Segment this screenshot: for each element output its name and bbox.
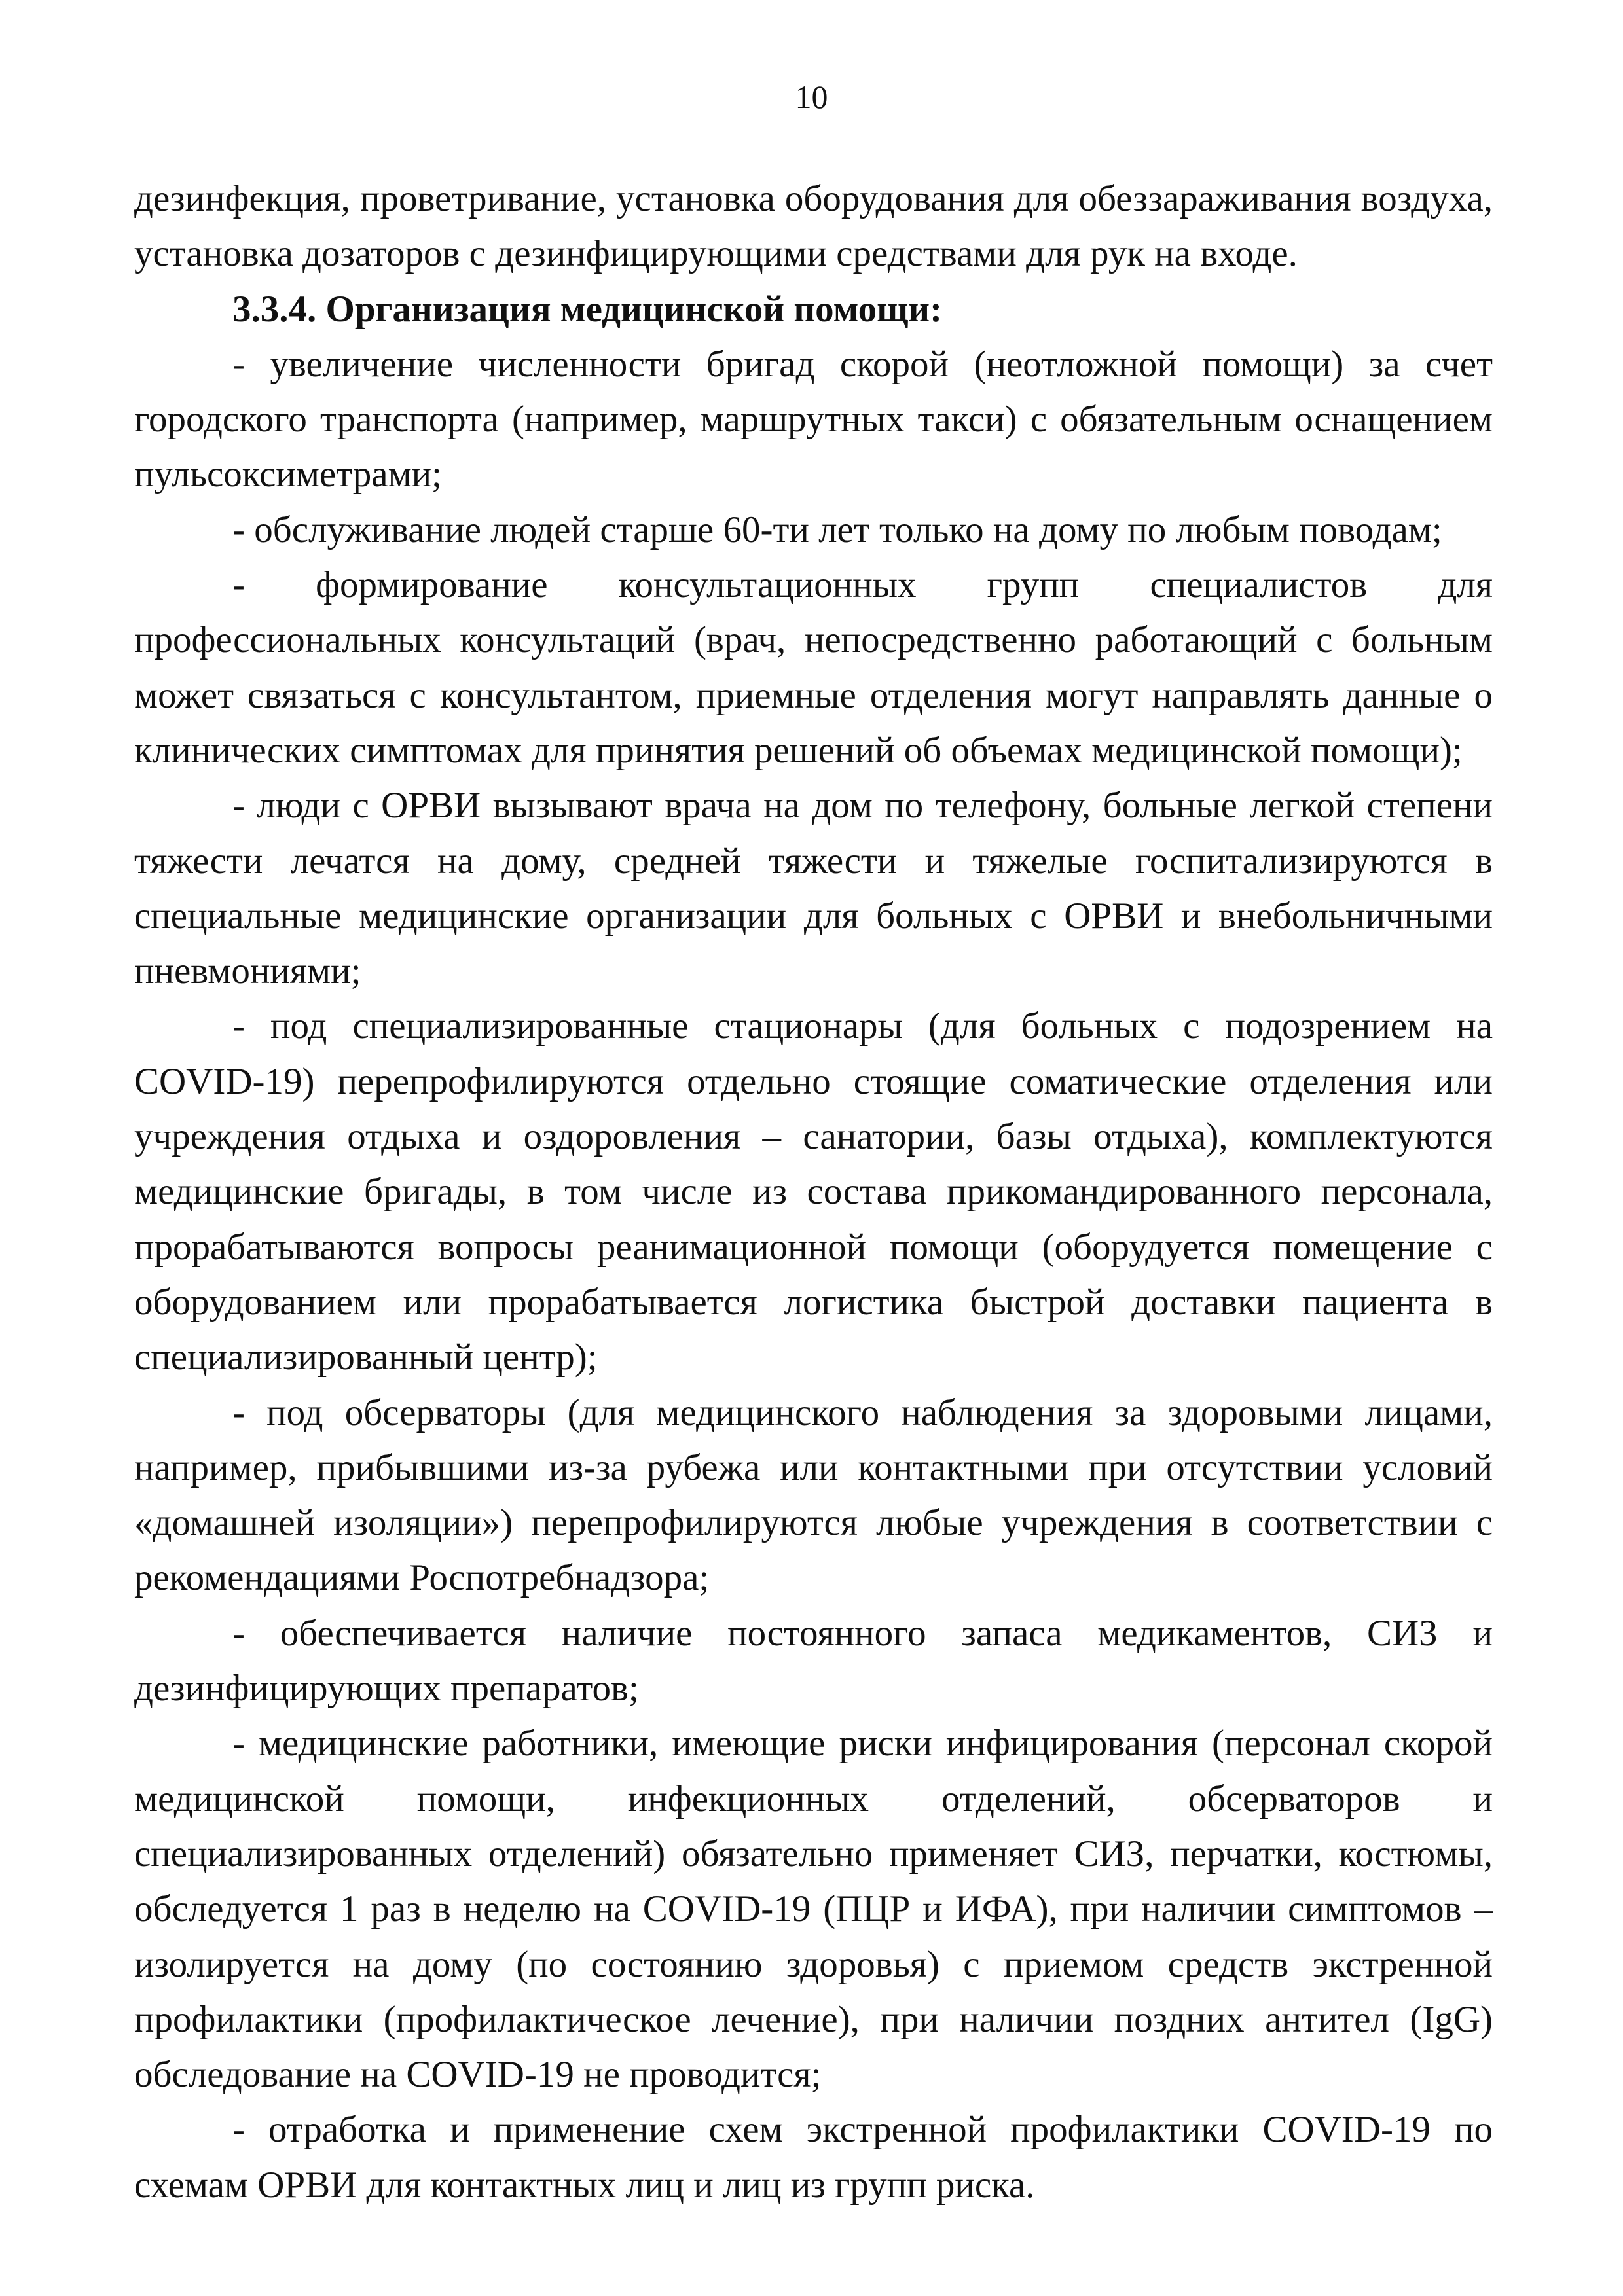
section-heading: 3.3.4. Организация медицинской помощи: <box>232 288 943 330</box>
page-number: 10 <box>795 79 828 115</box>
list-item: - медицинские работники, имеющие риски инфицирования (персонал скорой медицинской помощи, инфекционных отделений, обсерваторов и специализированных отделений) обязательно применяет СИЗ, перчатки, костюмы, обследуется 1 раз в неделю на COVID-19 (ПЦР и ИФА), при наличии симптомов – изолируется на дому (по состоянию здоровья) с приемом средств экстренной профилактики (профилактическое лечение), при наличии поздних антител (IgG) обследование на COVID-19 не проводится; <box>134 1723 1493 2096</box>
list-item: - обеспечивается наличие постоянного запаса медикаментов, СИЗ и дезинфицирующих препаратов; <box>134 1612 1493 1710</box>
list-item: - увеличение численности бригад скорой (неотложной помощи) за счет городского транспорта (например, маршрутных такси) с обязательным оснащением пульсоксиметрами; <box>134 343 1493 495</box>
document-body <box>134 171 1493 2213</box>
list-item: - под обсерваторы (для медицинского наблюдения за здоровыми лицами, например, прибывшими из-за рубежа или контактными при отсутствии условий «домашней изоляции») перепрофилируются любые учреждения в соответствии с рекомендациями Роспотребнадзора; <box>134 1391 1493 1599</box>
intro-paragraph: дезинфекция, проветривание, установка оборудования для обеззараживания воздуха, установка дозаторов с дезинфицирующими средствами для рук на входе. <box>134 178 1493 275</box>
list-item: - отработка и применение схем экстренной профилактики COVID-19 по схемам ОРВИ для контактных лиц и лиц из групп риска. <box>134 2109 1493 2206</box>
list-item: - обслуживание людей старше 60-ти лет только на дому по любым поводам; <box>232 509 1442 550</box>
list-item: - под специализированные стационары (для больных с подозрением на COVID-19) перепрофилируются отдельно стоящие соматические отделения или учреждения отдыха и оздоровления – санатории, базы отдыха), комплектуются медицинские бригады, в том числе из состава прикомандированного персонала, прорабатываются вопросы реанимационной помощи (оборудуется помещение с оборудованием или прорабатывается логистика быстрой доставки пациента в специализированный центр); <box>134 1005 1493 1378</box>
list-item: - люди с ОРВИ вызывают врача на дом по телефону, больные легкой степени тяжести лечатся на дому, средней тяжести и тяжелые госпитализируются в специальные медицинские организации для больных с ОРВИ и внебольничными пневмониями; <box>134 785 1493 992</box>
list-item: - формирование консультационных групп специалистов для профессиональных консультаций (врач, непосредственно работающий с больным может связаться с консультантом, приемные отделения могут направлять данные о клинических симптомах для принятия решений об объемах медицинской помощи); <box>134 564 1493 771</box>
